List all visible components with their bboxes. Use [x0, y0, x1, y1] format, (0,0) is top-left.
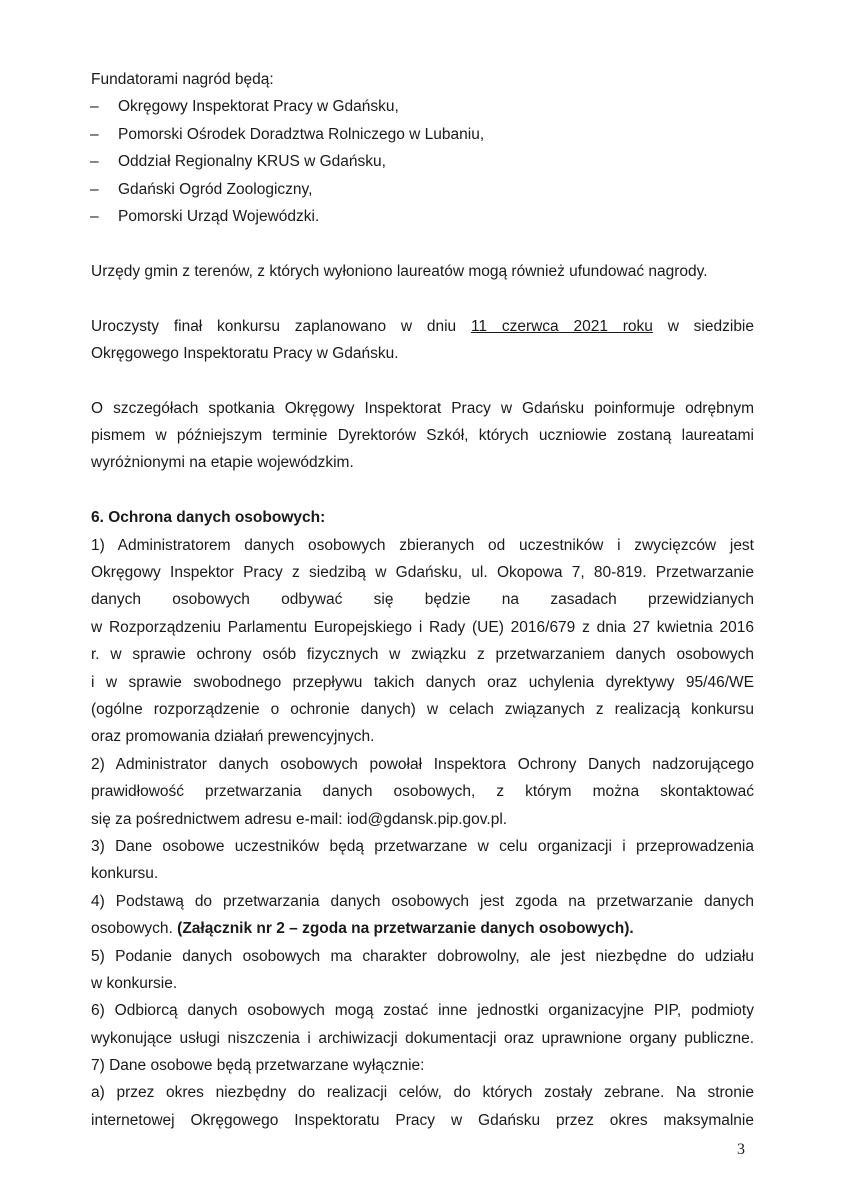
page-content	[91, 66, 754, 1134]
dash-bullet: –	[90, 207, 99, 225]
body-line: r. w sprawie ochrony osób fizycznych w związku z przetwarzaniem danych osobowych	[91, 646, 754, 664]
founders-intro: Fundatorami nagród będą:	[91, 71, 274, 88]
final-date: 11 czerwca 2021 roku	[470, 317, 653, 335]
paragraph-gap	[91, 477, 754, 504]
body-line: internetowej Okręgowego Inspektoratu Pracy w Gdańsku przez okres maksymalnie	[91, 1111, 754, 1129]
body-line: (ogólne rozporządzenie o ochronie danych) w celach związanych z realizacją konkursu	[91, 700, 754, 718]
body-line: 3) Dane osobowe uczestników będą przetwarzane w celu organizacji i przeprowadzenia	[91, 837, 754, 855]
body-line: 2) Administrator danych osobowych powołał Inspektora Ochrony Danych nadzorującego	[91, 755, 754, 773]
final-text-b: w siedzibie	[667, 317, 754, 335]
list-item	[91, 121, 754, 148]
dash-bullet: –	[90, 98, 99, 116]
body-text: osobowych.	[91, 920, 178, 938]
paragraph-gap	[91, 230, 754, 257]
body-line: Okręgowy Inspektor Pracy z siedzibą w Gdańsku, ul. Okopowa 7, 80-819. Przetwarzanie	[91, 564, 754, 582]
body-line: 7) Dane osobowe będą przetwarzane wyłącznie:	[91, 1057, 425, 1075]
body-line: i w sprawie swobodnego przepływu takich danych oraz uchylenia dyrektywy 95/46/WE	[91, 673, 754, 691]
body-line: oraz promowania działań prewencyjnych.	[91, 728, 375, 746]
founders-list	[91, 93, 754, 230]
body-line	[91, 915, 754, 942]
list-item-text: Okręgowy Inspektorat Pracy w Gdańsku,	[118, 98, 399, 116]
dash-bullet: –	[90, 125, 99, 143]
list-item	[91, 203, 754, 230]
dash-bullet: –	[90, 153, 99, 171]
body-line: wykonujące usługi niszczenia i archiwizacji dokumentacji oraz uprawnione organy publiczne.	[91, 1029, 754, 1047]
gminy-paragraph: Urzędy gmin z terenów, z których wyłoniono laureatów mogą również ufundować nagrody.	[91, 262, 708, 280]
body-line: 5) Podanie danych osobowych ma charakter dobrowolny, ale jest niezbędne do udziału	[91, 947, 754, 965]
meeting-line: pismem w późniejszym terminie Dyrektorów Szkół, których uczniowie zostaną laureatami	[91, 427, 754, 445]
meeting-line: wyróżnionymi na etapie wojewódzkim.	[91, 454, 354, 472]
body-line: w konkursie.	[91, 974, 178, 992]
list-item	[91, 148, 754, 175]
list-item-text: Pomorski Urząd Wojewódzki.	[118, 207, 320, 225]
list-item	[91, 176, 754, 203]
meeting-line: O szczegółach spotkania Okręgowy Inspektorat Pracy w Gdańsku poinformuje odrębnym	[91, 399, 754, 417]
body-line: 6) Odbiorcą danych osobowych mogą zostać inne jednostki organizacyjne PIP, podmioty	[91, 1002, 754, 1020]
list-item-text: Oddział Regionalny KRUS w Gdańsku,	[118, 153, 386, 171]
paragraph-gap	[91, 367, 754, 394]
body-line: a) przez okres niezbędny do realizacji celów, do których zostały zebrane. Na stronie	[91, 1084, 754, 1102]
body-line: konkursu.	[91, 865, 159, 883]
paragraph-gap	[91, 285, 754, 312]
body-line: 1) Administratorem danych osobowych zbieranych od uczestników i zwycięzców jest	[91, 536, 754, 554]
final-paragraph-line: Okręgowego Inspektoratu Pracy w Gdańsku.	[91, 344, 399, 362]
attachment-reference: (Załącznik nr 2 – zgoda na przetwarzanie danych osobowych).	[177, 920, 634, 938]
dash-bullet: –	[90, 180, 99, 198]
list-item-text: Gdański Ogród Zoologiczny,	[118, 180, 313, 198]
body-line: się za pośrednictwem adresu e-mail: iod@gdansk.pip.gov.pl.	[91, 810, 508, 828]
list-item	[91, 93, 754, 120]
list-item-text: Pomorski Ośrodek Doradztwa Rolniczego w Lubaniu,	[118, 125, 485, 143]
body-line: prawidłowość przetwarzania danych osobowych, z którym można skontaktować	[91, 783, 754, 801]
final-text-a: Uroczysty finał konkursu zaplanowano w dniu	[91, 317, 457, 335]
body-line: danych osobowych odbywać się będzie na zasadach przewidzianych	[91, 591, 754, 609]
body-line: 4) Podstawą do przetwarzania danych osobowych jest zgoda na przetwarzanie danych	[91, 892, 754, 910]
final-paragraph-line	[91, 313, 754, 340]
page-number: 3	[737, 1141, 745, 1158]
section-title: 6. Ochrona danych osobowych:	[91, 509, 326, 527]
body-line: w Rozporządzeniu Parlamentu Europejskiego i Rady (UE) 2016/679 z dnia 27 kwietnia 2016	[91, 618, 754, 636]
